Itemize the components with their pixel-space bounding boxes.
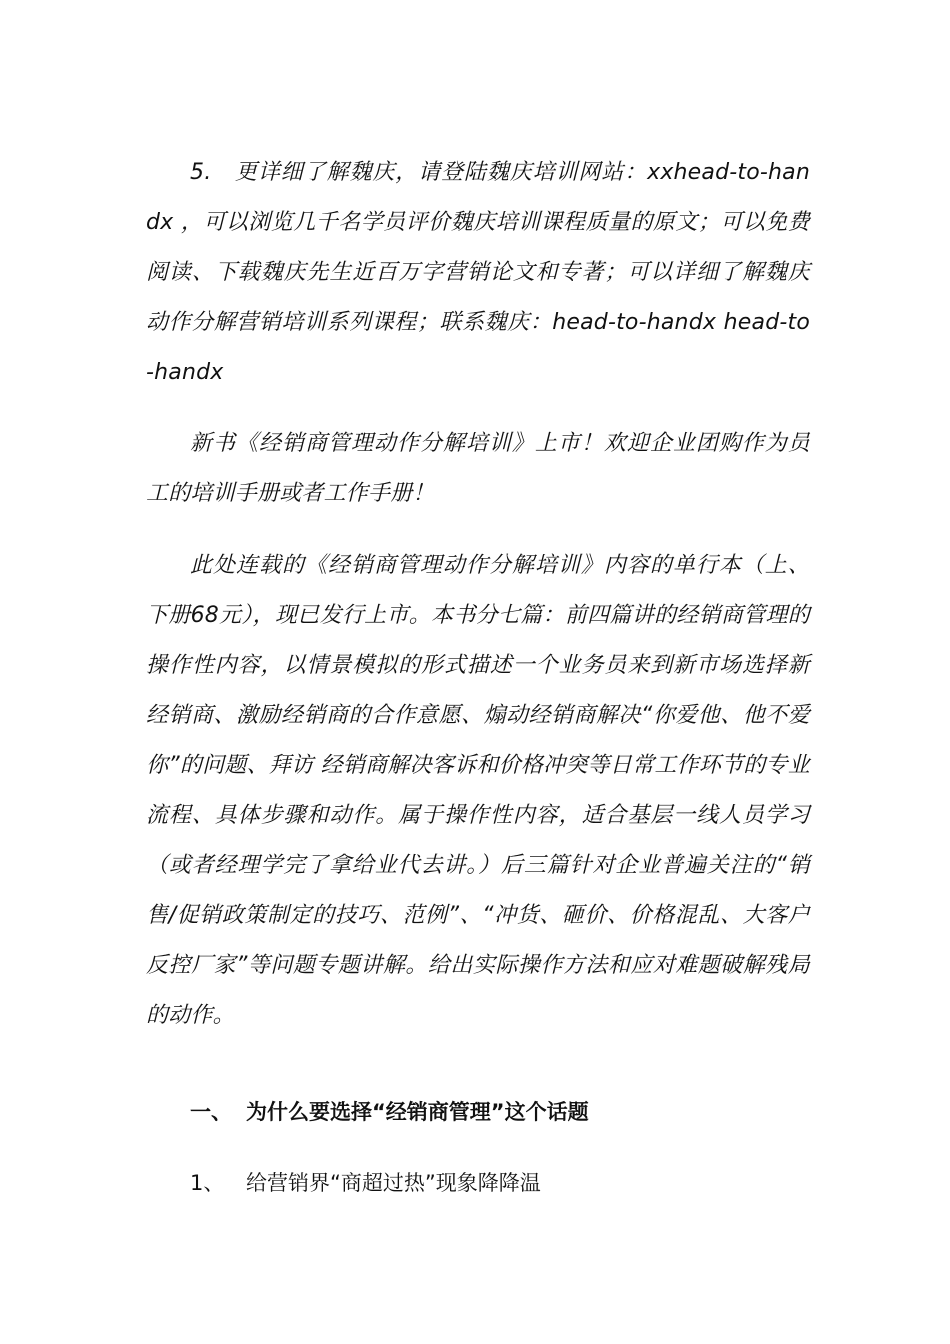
- paragraph-website-info: 5. 更详细了解魏庆，请登陆魏庆培训网站：xxhead-to-handx ，可以浏览几千名学员评价魏庆培训课程质量的原文；可以免费阅读、下载魏庆先生近百万字营销论文和专著；可以详细了解魏庆动作分解营销培训系列课程；联系魏庆：head-to-handx head-to-handx: [146, 160, 810, 385]
- section-heading: [190, 1097, 589, 1127]
- paragraph-book-description: 此处连载的《经销商管理动作分解培训》内容的单行本（上、下册68元），现已发行上市。本书分七篇：前四篇讲的经销商管理的操作性内容，以情景模拟的形式描述一个业务员来到新市场选择新经销商、激励经销商的合作意愿、煽动经销商解决“你爱他、他不爱你”的问题、拜访 经销商解决客诉和价格冲突等日常工作环节的专业流程、具体步骤和动作。属于操作性内容，适合基层一线人员学习（或者经理学完了拿给业代去讲。）后三篇针对企业普遍关注的“销售/促销政策制定的技巧、范例”、“冲货、砸价、价格混乱、大客户反控厂家”等问题专题讲解。给出实际操作方法和应对难题破解残局的动作。: [146, 553, 810, 1028]
- section-heading-text: 为什么要选择“经销商管理”这个话题: [246, 1100, 589, 1124]
- section-heading-number: 一、: [190, 1100, 232, 1124]
- subsection-heading-number: 1、: [190, 1171, 225, 1195]
- paragraph-new-book: 新书《经销商管理动作分解培训》上市！欢迎企业团购作为员工的培训手册或者工作手册！: [146, 431, 810, 506]
- subsection-heading: [190, 1168, 541, 1198]
- subsection-heading-text: 给营销界“商超过热”现象降降温: [246, 1171, 541, 1195]
